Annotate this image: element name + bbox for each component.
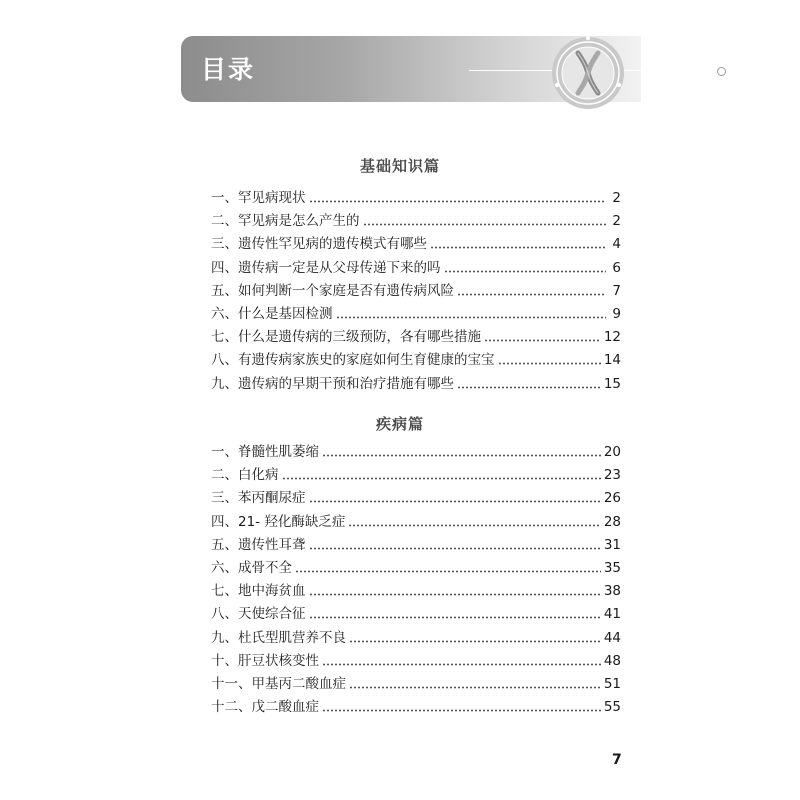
dot-leader (363, 223, 607, 226)
toc-list-diseases (211, 441, 621, 719)
toc-entry[interactable] (211, 233, 621, 256)
banner-divider-dot (717, 67, 726, 76)
toc-entry-page: 14 (603, 352, 621, 369)
dot-leader (349, 686, 601, 689)
toc-entry-title: 二、白化病 (211, 467, 279, 484)
toc-entry[interactable] (211, 511, 621, 534)
toc-entry-title: 十二、戊二酸血症 (211, 699, 319, 716)
dot-leader (484, 339, 601, 342)
toc-entry-page: 23 (603, 467, 621, 484)
toc-entry[interactable] (211, 210, 621, 233)
toc-entry-title: 七、地中海贫血 (211, 583, 306, 600)
toc-entry-page: 2 (612, 190, 621, 206)
toc-entry-title: 四、21- 羟化酶缺乏症 (211, 513, 346, 530)
dot-leader (444, 270, 607, 273)
toc-entry[interactable] (211, 580, 621, 603)
toc-entry-title: 五、遗传性耳聋 (211, 536, 306, 553)
dot-leader (349, 640, 601, 643)
toc-list-basics (211, 187, 621, 396)
toc-entry-page: 38 (603, 583, 621, 600)
toc-entry-title: 八、天使综合征 (211, 606, 306, 623)
toc-entry[interactable] (211, 673, 621, 696)
dot-leader (430, 246, 606, 249)
toc-entry-page: 35 (603, 559, 621, 576)
toc-entry-page: 28 (603, 513, 621, 530)
toc-entry-page: 7 (612, 282, 621, 299)
toc-entry[interactable] (211, 326, 621, 349)
chromosome-icon (548, 33, 628, 113)
toc-entry[interactable] (211, 464, 621, 487)
toc-entry-page: 55 (603, 699, 621, 716)
toc-entry-title: 四、遗传病一定是从父母传递下来的吗 (211, 259, 441, 276)
toc-entry-page: 6 (612, 259, 621, 276)
toc-entry-title: 二、罕见病是怎么产生的 (211, 213, 360, 230)
toc-entry-page: 44 (603, 629, 621, 646)
dot-leader (322, 709, 601, 712)
toc-entry-page: 15 (603, 375, 621, 392)
toc-entry-page: 4 (612, 236, 621, 253)
toc-entry[interactable] (211, 627, 621, 650)
toc-entry-page: 51 (603, 675, 621, 692)
page-number: 7 (612, 752, 622, 768)
toc-entry-title: 三、遗传性罕见病的遗传模式有哪些 (211, 236, 427, 253)
toc-entry-page: 48 (603, 652, 621, 669)
toc-entry-page: 20 (603, 444, 621, 460)
toc-entry[interactable] (211, 534, 621, 557)
toc-entry-title: 六、成骨不全 (211, 559, 292, 576)
dot-leader (498, 362, 601, 365)
toc-entry-title: 七、什么是遗传病的三级预防，各有哪些措施 (211, 329, 481, 346)
toc-entry[interactable] (211, 187, 621, 210)
toc-entry[interactable] (211, 441, 621, 464)
toc-entry-title: 一、罕见病现状 (211, 190, 306, 206)
section-title-diseases: 疾病篇 (375, 415, 424, 433)
dot-leader (309, 593, 601, 596)
toc-entry-title: 三、苯丙酮尿症 (211, 490, 306, 507)
dot-leader (309, 200, 607, 203)
toc-entry-title: 九、遗传病的早期干预和治疗措施有哪些 (211, 375, 454, 392)
toc-entry[interactable] (211, 603, 621, 626)
toc-entry[interactable] (211, 373, 621, 396)
toc-entry-title: 十一、甲基丙二酸血症 (211, 675, 346, 692)
dot-leader (295, 570, 601, 573)
dot-leader (322, 454, 601, 457)
dot-leader (282, 477, 601, 480)
toc-entry-page: 31 (603, 536, 621, 553)
dot-leader (322, 663, 601, 666)
dot-leader (309, 547, 601, 550)
toc-entry-title: 五、如何判断一个家庭是否有遗传病风险 (211, 282, 454, 299)
toc-entry-page: 41 (603, 606, 621, 623)
toc-entry-title: 八、有遗传病家族史的家庭如何生育健康的宝宝 (211, 352, 495, 369)
dot-leader (336, 316, 607, 319)
toc-entry-page: 12 (603, 329, 621, 346)
toc-entry[interactable] (211, 280, 621, 303)
toc-entry-title: 十、肝豆状核变性 (211, 652, 319, 669)
toc-entry-page: 26 (603, 490, 621, 507)
toc-entry[interactable] (211, 487, 621, 510)
page-title: 目录 (201, 55, 256, 84)
toc-entry-title: 九、杜氏型肌营养不良 (211, 629, 346, 646)
toc-entry[interactable] (211, 349, 621, 372)
dot-leader (457, 386, 601, 389)
dot-leader (309, 500, 601, 503)
section-title-basics: 基础知识篇 (359, 157, 440, 175)
toc-entry[interactable] (211, 303, 621, 326)
toc-entry[interactable] (211, 257, 621, 280)
dot-leader (309, 616, 601, 619)
toc-entry[interactable] (211, 557, 621, 580)
dot-leader (348, 524, 600, 527)
toc-entry-page: 9 (612, 305, 621, 322)
toc-entry-title: 六、什么是基因检测 (211, 305, 333, 322)
toc-entry[interactable] (211, 696, 621, 719)
toc-entry-page: 2 (612, 213, 621, 230)
toc-entry-title: 一、脊髓性肌萎缩 (211, 444, 319, 460)
dot-leader (457, 293, 606, 296)
toc-entry[interactable] (211, 650, 621, 673)
